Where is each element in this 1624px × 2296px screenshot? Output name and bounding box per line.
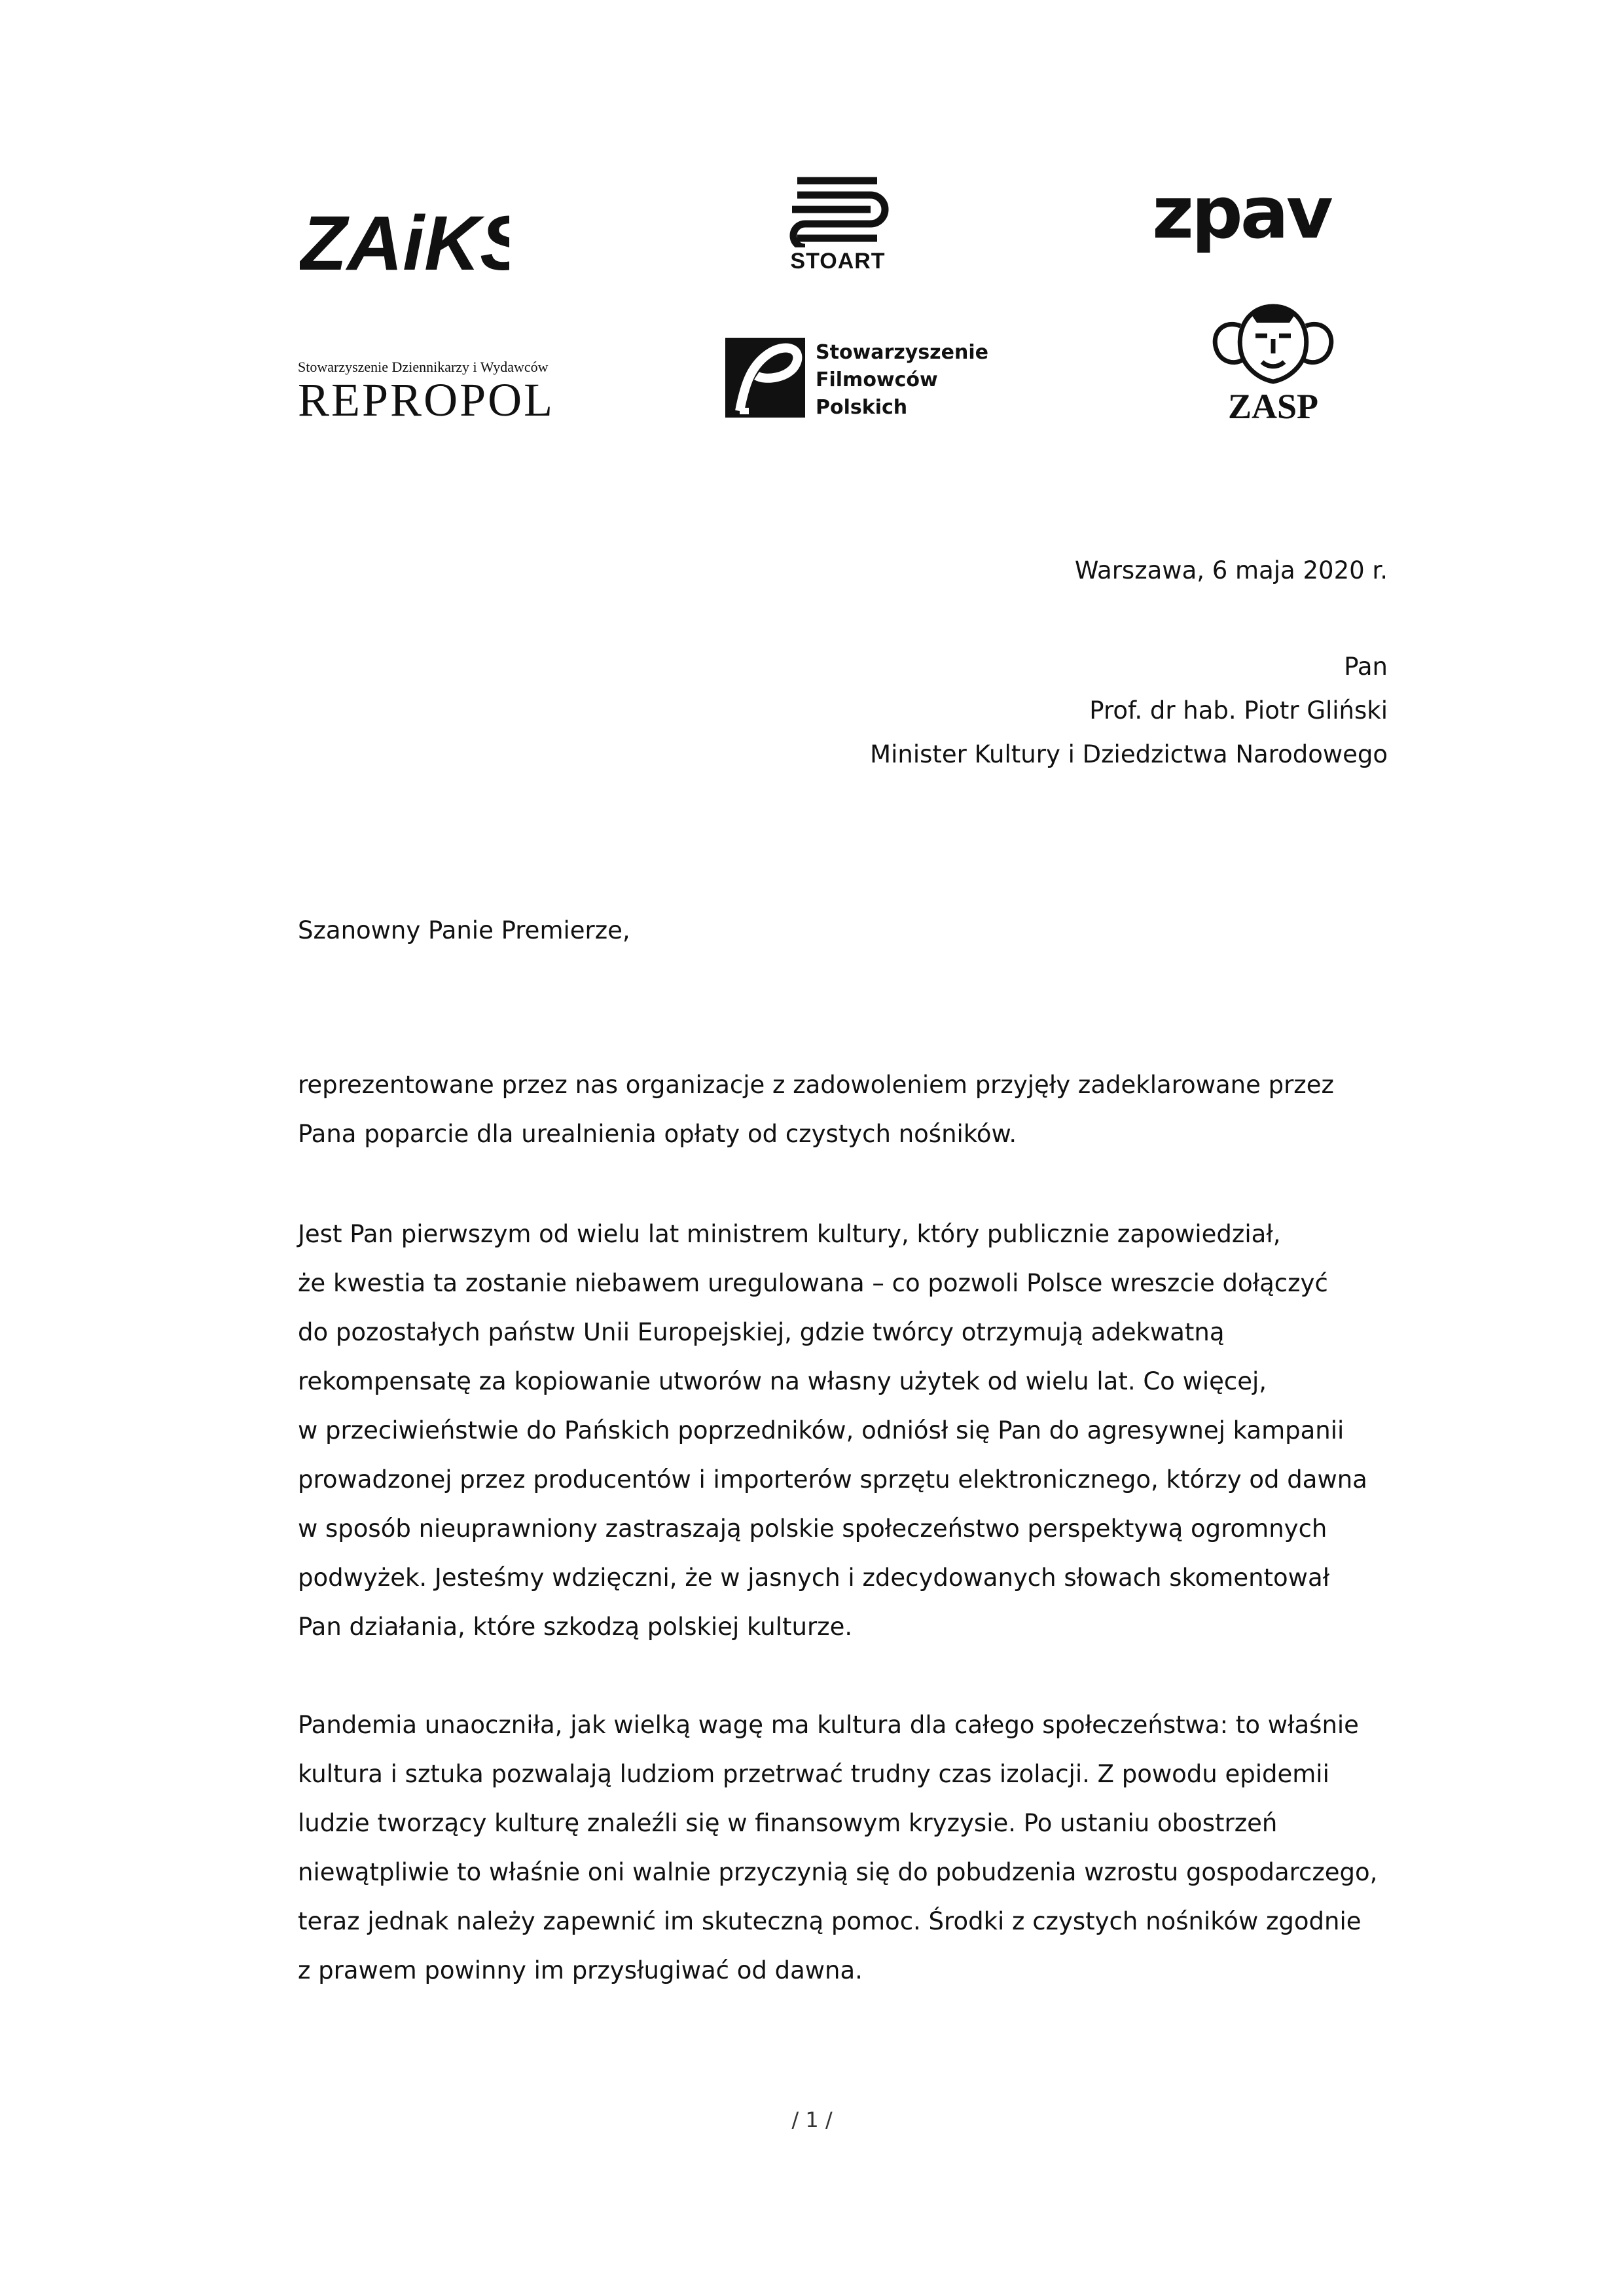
repropol-logo xyxy=(298,359,573,424)
zaiks-logo xyxy=(300,196,509,281)
recipient-line: Minister Kultury i Dziedzictwa Narodowego xyxy=(870,740,1388,768)
paragraph xyxy=(298,1060,1411,1158)
paragraph-line: teraz jednak należy zapewnić im skuteczną pomoc. Środki z czystych nośników zgodnie xyxy=(298,1907,1362,1935)
paragraph-line: ludzie tworzący kulturę znaleźli się w finansowym kryzysie. Po ustaniu obostrzeń xyxy=(298,1809,1278,1837)
paragraph xyxy=(298,1210,1411,1651)
zpav-wordmark: zpav xyxy=(1152,187,1331,255)
stoart-wordmark: STOART xyxy=(790,249,886,274)
paragraph-line: Pan działania, które szkodzą polskiej kulturze. xyxy=(298,1613,853,1641)
zasp-logo xyxy=(1204,300,1342,427)
paragraph-line: prowadzonej przez producentów i importerów sprzętu elektronicznego, którzy od dawna xyxy=(298,1465,1367,1494)
paragraph-line: kultura i sztuka pozwalają ludziom przetrwać trudny czas izolacji. Z powodu epidemii xyxy=(298,1760,1329,1788)
zaiks-wordmark: ZAiKS xyxy=(300,200,509,281)
letter-date: Warszawa, 6 maja 2020 r. xyxy=(1074,556,1388,584)
paragraph-line: niewątpliwie to właśnie oni walnie przyczynią się do pobudzenia wzrostu gospodarczego, xyxy=(298,1858,1378,1886)
salutation: Szanowny Panie Premierze, xyxy=(298,916,630,944)
stoart-symbol-icon xyxy=(779,175,897,247)
paragraph xyxy=(298,1700,1411,1995)
sfp-symbol-icon xyxy=(725,338,805,418)
paragraph-line: Jest Pan pierwszym od wielu lat ministrem kultury, który publicznie zapowiedział, xyxy=(298,1220,1281,1248)
zaiks-logo-icon xyxy=(300,196,509,281)
recipient-block xyxy=(870,645,1388,776)
paragraph-line: z prawem powinny im przysługiwać od dawna. xyxy=(298,1956,863,1984)
paragraph-line: reprezentowane przez nas organizacje z zadowoleniem przyjęły zadeklarowane przez xyxy=(298,1071,1334,1099)
paragraph-line: podwyżek. Jesteśmy wdzięczni, że w jasnych i zdecydowanych słowach skomentował xyxy=(298,1564,1330,1592)
zpav-logo xyxy=(1152,187,1348,259)
paragraph-line: do pozostałych państw Unii Europejskiej, gdzie twórcy otrzymują adekwatną xyxy=(298,1318,1225,1346)
zasp-mask-icon xyxy=(1204,300,1342,388)
sfp-logo xyxy=(725,338,987,423)
paragraph-line: Pandemia unaoczniła, jak wielką wagę ma kultura dla całego społeczeństwa: to właśnie xyxy=(298,1711,1359,1739)
repropol-wordmark: REPROPOL xyxy=(298,374,555,426)
paragraph-line: w przeciwieństwie do Pańskich poprzedników, odniósł się Pan do agresywnej kampanii xyxy=(298,1416,1344,1444)
page-number: / 1 / xyxy=(791,2108,833,2132)
paragraph-line: Pana poparcie dla urealnienia opłaty od czystych nośników. xyxy=(298,1120,1017,1148)
sfp-wordmark: Stowarzyszenie Filmowców Polskich xyxy=(816,341,988,419)
recipient-line: Prof. dr hab. Piotr Gliński xyxy=(1089,696,1388,725)
zasp-wordmark: ZASP xyxy=(1227,387,1319,426)
recipient-line: Pan xyxy=(1344,653,1388,681)
zpav-logo-icon xyxy=(1152,187,1348,259)
paragraph-line: że kwestia ta zostanie niebawem uregulowana – co pozwoli Polsce wreszcie dołączyć xyxy=(298,1269,1328,1297)
paragraph-line: rekompensatę za kopiowanie utworów na własny użytek od wielu lat. Co więcej, xyxy=(298,1367,1267,1395)
stoart-logo xyxy=(779,175,897,274)
paragraph-line: w sposób nieuprawniony zastraszają polskie społeczeństwo perspektywą ogromnych xyxy=(298,1515,1327,1543)
repropol-subtitle: Stowarzyszenie Dziennikarzy i Wydawców xyxy=(298,359,549,375)
